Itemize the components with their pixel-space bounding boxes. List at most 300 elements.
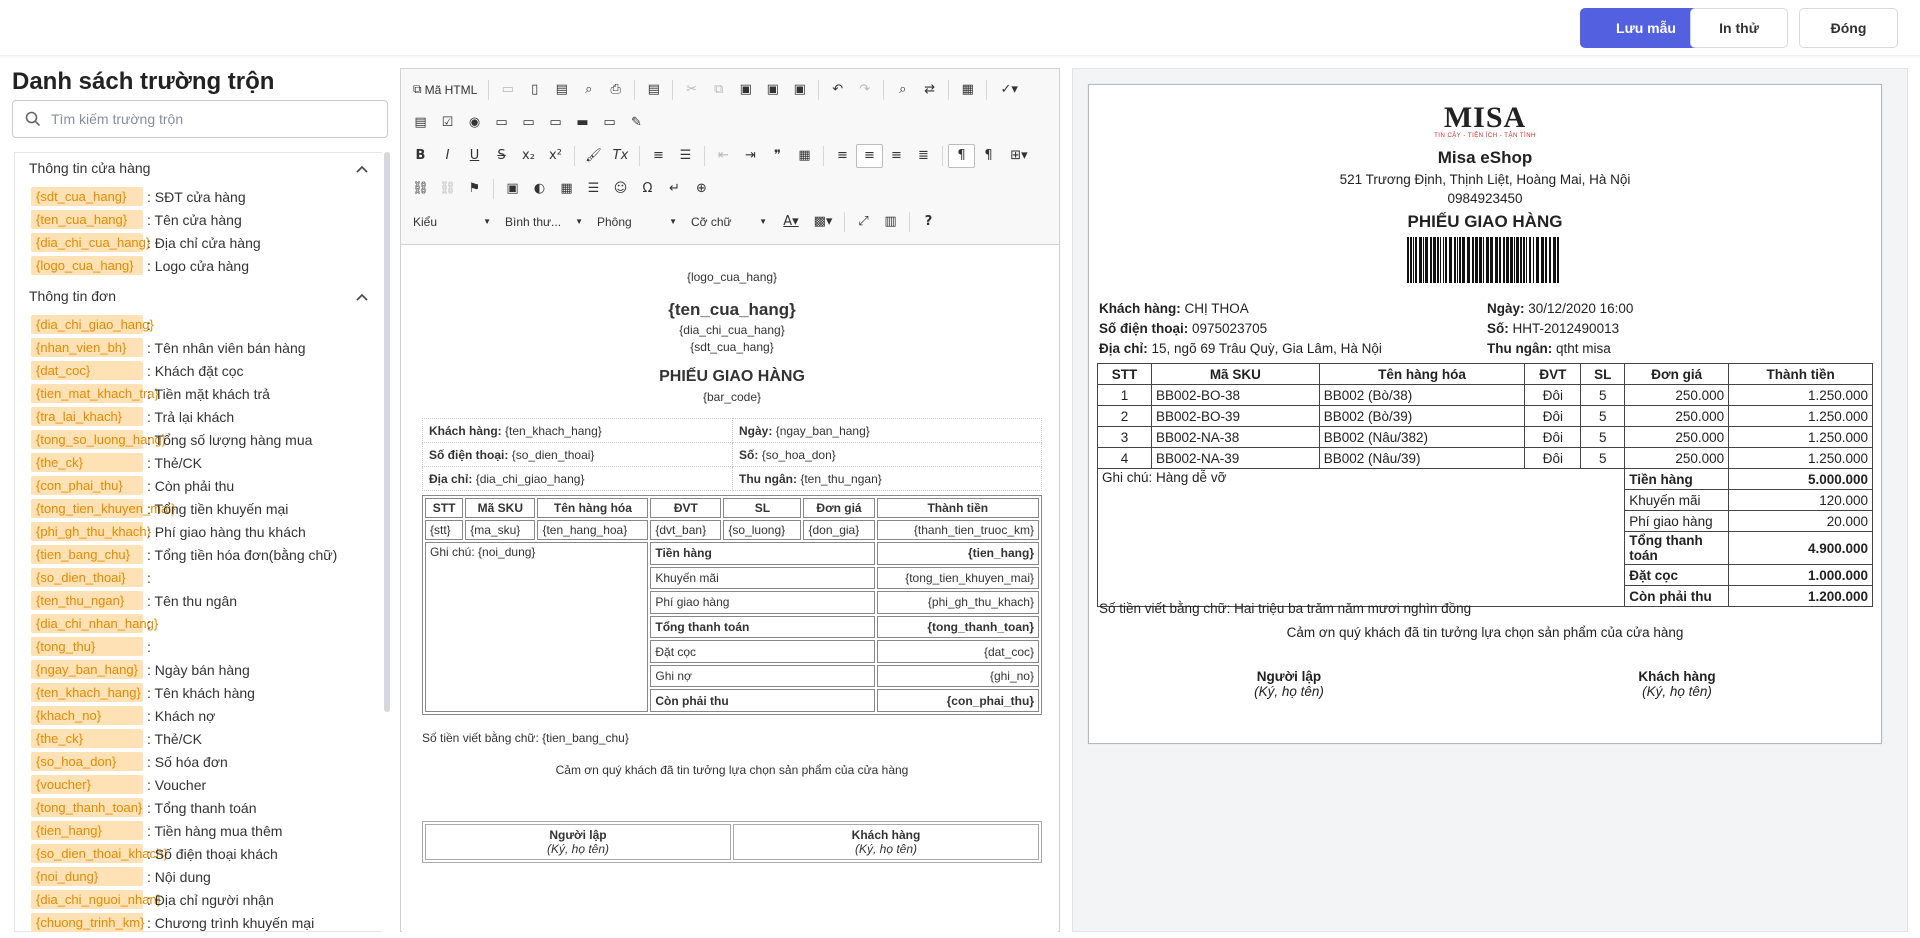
preview-customer-signature [1567,669,1787,699]
font-size-dropdown[interactable] [685,210,771,234]
preview-phone-line: Số điện thoại: 0975023705 [1099,321,1268,336]
merge-field-description [147,639,151,655]
merge-field-tag[interactable]: {ten_cua_hang} [31,210,143,229]
preview-total-label: Khuyến mãi [1625,490,1729,511]
justify-icon[interactable]: ≣ [918,148,929,163]
cashier-value: {ten_thu_ngan} [800,471,882,486]
merge-field-tag[interactable]: {khach_no} [31,706,143,725]
preview-item-cell: 250.000 [1625,427,1729,448]
chevron-down-icon: ▼ [575,217,583,226]
number-value: {so_hoa_don} [761,447,836,462]
preview-thanks: Cảm ơn quý khách đã tin tưởng lựa chọn sản phẩm của cửa hàng [1286,625,1684,640]
merge-field-row[interactable] [31,566,382,589]
align-center-icon[interactable]: ≡ [856,144,883,168]
merge-field-tag[interactable]: {chuong_trinh_km} [31,913,143,932]
merge-field-description: : Phí giao hàng thu khách [147,524,306,540]
store-phone-placeholder: {sdt_cua_hang} [690,340,774,354]
field-list-scrollbar[interactable] [384,152,390,712]
chevron-up-icon[interactable] [356,160,368,176]
template-total-label: Khuyến mãi [650,567,874,590]
font-dropdown[interactable] [591,210,681,234]
merge-field-tag[interactable]: {the_ck} [31,453,143,472]
image-icon[interactable]: ▣ [506,181,519,196]
merge-field-row[interactable] [31,382,382,405]
preview-item-cell: 250.000 [1625,448,1729,469]
merge-field-tag[interactable]: {nhan_vien_bh} [31,338,143,357]
text-color-icon[interactable]: A▾ [783,214,799,229]
template-total-label: Tiền hàng [650,542,874,565]
preview-column-header: ĐVT [1525,364,1581,385]
merge-field-row[interactable] [31,888,382,911]
merge-field-row[interactable] [31,750,382,773]
group-field-list [15,311,382,938]
merge-field-description: : Địa chỉ cửa hàng [147,235,261,251]
merge-field-panel [0,58,398,932]
note-placeholder: Ghi chú: {noi_dung} [425,542,648,712]
thanks-text: Cảm ơn quý khách đã tin tưởng lựa chọn sản phẩm của cửa hàng [555,763,909,777]
editor-toolbar [401,69,1059,245]
merge-field-row[interactable] [31,773,382,796]
merge-field-tag[interactable]: {tien_mat_khach_tra} [31,384,143,403]
template-cell: {so_luong} [723,520,801,540]
flash-icon[interactable]: ◐ [533,181,546,196]
link-icon[interactable]: ⛓ [412,181,429,196]
merge-field-row[interactable] [31,681,382,704]
address-cell [423,467,733,491]
merge-field-description: : Số hóa đơn [147,754,228,770]
merge-field-tag[interactable]: {dia_chi_nguoi_nhan} [31,890,143,909]
preview-item-cell: 1.250.000 [1729,406,1873,427]
merge-field-description: : Tên nhân viên bán hàng [147,340,306,356]
merge-field-row[interactable] [31,497,382,520]
font-dropdown-label: Phông [597,214,632,229]
merge-field-row[interactable] [31,520,382,543]
creator-label: Người lập [549,828,607,842]
creator-hint: (Ký, họ tên) [546,842,610,856]
customer-sign-label: Khách hàng [851,828,921,842]
merge-field-description: : Tên cửa hàng [147,212,242,228]
preview-customer-info-left [1099,299,1489,359]
preview-item-cell: Đôi [1525,406,1581,427]
merge-field-row[interactable] [31,313,382,336]
merge-field-row[interactable] [31,589,382,612]
preview-item-cell: BB002-NA-38 [1151,427,1319,448]
underline-icon[interactable]: U [469,148,480,163]
preview-column-header: STT [1098,364,1152,385]
merge-field-description: : Tên khách hàng [147,685,255,701]
merge-field-row[interactable] [31,727,382,750]
merge-field-row[interactable] [31,254,382,277]
strikethrough-icon[interactable]: S [497,148,506,163]
merge-field-row[interactable] [31,865,382,888]
merge-field-tag[interactable]: {dia_chi_nhan_hang} [31,614,143,633]
template-total-label: Tổng thanh toán [650,616,874,639]
language-icon[interactable]: ⊞▾ [1010,148,1028,163]
preview-total-label: Đặt cọc [1625,565,1729,586]
editor-document[interactable] [402,246,1058,932]
template-column-header: STT [425,498,463,518]
group-field-list [15,183,382,281]
select-all-icon[interactable]: ▦ [961,82,974,97]
form-icon[interactable]: ▤ [414,115,427,130]
page-break-icon[interactable]: ↵ [669,181,680,196]
customer-label: Khách hàng: [429,423,502,438]
preview-total-label: Phí giao hàng [1625,511,1729,532]
export-pdf-icon[interactable]: ▤ [555,82,568,97]
preview-doc-title: PHIẾU GIAO HÀNG [1407,212,1563,231]
merge-field-description: : Số điện thoại khách [147,846,278,862]
merge-field-tag[interactable]: {tien_bang_chu} [31,545,143,564]
preview-item-cell: BB002-BO-39 [1151,406,1319,427]
preview-item-cell: 5 [1581,385,1625,406]
address-value: {dia_chi_giao_hang} [475,471,585,486]
number-label: Số: [739,447,759,462]
template-cell: {thanh_tien_truoc_km} [877,520,1039,540]
store-name-placeholder: {ten_cua_hang} [668,300,796,319]
subscript-icon[interactable]: x₂ [522,148,535,163]
template-total-value: {tong_tien_khuyen_mai} [877,567,1039,590]
image-button-icon[interactable]: ▭ [603,115,616,130]
template-cell: {dvt_ban} [650,520,721,540]
preview-item-cell: 1 [1098,385,1152,406]
merge-field-tag[interactable]: {ngay_ban_hang} [31,660,143,679]
preview-total-value: 4.900.000 [1729,532,1873,565]
paste-icon[interactable]: ▣ [739,82,752,97]
merge-field-row[interactable] [31,612,382,635]
preview-store-phone: 0984923450 [1447,191,1523,206]
customer-info-table [422,418,1042,491]
checkbox-icon[interactable]: ☑ [441,115,454,130]
group-header[interactable] [15,281,382,311]
cut-icon[interactable]: ✂ [686,82,698,97]
chevron-up-icon[interactable] [356,288,368,304]
chevron-down-icon: ▼ [669,217,677,226]
merge-field-description: : Logo cửa hàng [147,258,249,274]
merge-field-row[interactable] [31,231,382,254]
preview-item-row [1098,406,1873,427]
remove-format-icon[interactable]: Tx [612,148,629,163]
preview-total-value: 1.000.000 [1729,565,1873,586]
merge-field-tag[interactable]: {ten_thu_ngan} [31,591,143,610]
save-template-button[interactable]: Lưu mẫu [1580,8,1712,48]
merge-field-description: : Tiền hàng mua thêm [147,823,282,839]
merge-field-tag[interactable]: {phi_gh_thu_khach} [31,522,143,541]
preview-item-cell: 250.000 [1625,385,1729,406]
textarea-icon[interactable]: ▭ [522,115,535,130]
font-size-dropdown-label: Cỡ chữ [691,214,732,229]
special-char-icon[interactable]: Ω [642,181,653,196]
iframe-icon[interactable]: ⊕ [696,181,707,196]
preview-note: Ghi chú: Hàng dễ vỡ [1098,469,1625,607]
preview-total-value: 1.200.000 [1729,586,1873,607]
smiley-icon[interactable]: ☺ [613,181,628,196]
merge-field-description: : Tổng tiền hóa đơn(bằng chữ) [147,547,337,563]
preview-item-row [1098,427,1873,448]
merge-field-tag[interactable]: {sdt_cua_hang} [31,187,143,206]
preview-total-label: Còn phải thu [1625,586,1729,607]
merge-field-description: : Còn phải thu [147,478,234,494]
merge-field-row[interactable] [31,428,382,451]
preview-item-cell: 1.250.000 [1729,427,1873,448]
template-cell: {don_gia} [803,520,874,540]
merge-field-description [147,616,151,632]
align-right-icon[interactable]: ≡ [891,148,902,163]
merge-field-tag[interactable]: {dia_chi_cua_hang} [31,233,143,252]
copy-format-icon[interactable]: 🖌 [585,148,602,163]
merge-field-description: : Tiền mặt khách trả [147,386,270,402]
source-html-label: Mã HTML [424,82,478,97]
bulleted-list-icon[interactable]: ☰ [679,148,692,163]
merge-field-tag[interactable]: {con_phai_thu} [31,476,143,495]
merge-field-description: : Thẻ/CK [147,455,202,471]
preview-item-cell: 250.000 [1625,406,1729,427]
merge-field-description: : Khách đặt cọc [147,363,244,379]
indent-icon[interactable]: ⇥ [745,148,756,163]
template-total-value: {tong_thanh_toan} [877,616,1039,639]
merge-field-description: : Chương trình khuyến mại [147,915,314,931]
logo-wordmark: MISA [1443,101,1527,134]
merge-field-tag[interactable]: {the_ck} [31,729,143,748]
preview-customer-sign-label: Khách hàng [1638,669,1716,684]
template-column-header: SL [723,498,801,518]
replace-icon[interactable]: ⇄ [924,82,936,97]
barcode-placeholder: {bar_code} [702,390,762,404]
unlink-icon[interactable]: ⛓ [439,181,456,196]
textfield-icon[interactable]: ▭ [495,115,508,130]
source-icon: ⧉ [413,82,422,96]
phone-value: {so_dien_thoai} [511,447,595,462]
merge-field-tag[interactable]: {so_dien_thoai_khach} [31,844,143,863]
customer-value: {ten_khach_hang} [505,423,602,438]
merge-field-tag[interactable]: {dat_coc} [31,361,143,380]
logo-tagline: TIN CẬY - TIỆN ÍCH - TẬN TÌNH [1434,133,1536,139]
preview-total-value: 120.000 [1729,490,1873,511]
customer-cell [423,419,733,443]
template-total-value: {dat_coc} [877,640,1039,663]
template-column-header: Tên hàng hóa [537,498,648,518]
copy-icon[interactable]: ⧉ [714,82,724,97]
creator-signature-cell [425,824,731,860]
merge-field-row[interactable] [31,405,382,428]
superscript-icon[interactable]: x² [549,148,562,163]
merge-field-row[interactable] [31,819,382,842]
search-icon [25,111,41,127]
merge-field-row[interactable] [31,208,382,231]
preview-item-cell: 5 [1581,406,1625,427]
template-total-value: {phi_gh_thu_khach} [877,591,1039,614]
template-total-label: Còn phải thu [650,689,874,712]
table-icon[interactable]: ▦ [560,181,573,196]
preview-column-header: Thành tiền [1729,364,1873,385]
style-dropdown[interactable] [407,210,495,234]
template-total-label: Đặt cọc [650,640,874,663]
paste-text-icon[interactable]: ▣ [766,82,779,97]
preview-column-header: Tên hàng hóa [1319,364,1525,385]
merge-field-row[interactable] [31,474,382,497]
merge-field-tag[interactable]: {so_hoa_don} [31,752,143,771]
preview-icon[interactable]: ⌕ [585,82,593,97]
store-address-placeholder: {dia_chi_cua_hang} [679,323,785,337]
top-bar [0,0,1920,56]
template-total-value: {ghi_no} [877,665,1039,688]
button-field-icon[interactable]: ▬ [576,115,589,130]
hidden-field-icon[interactable]: ✎ [631,115,642,130]
panel-title: Danh sách trường trộn [12,68,275,95]
preview-total-value: 5.000.000 [1729,469,1873,490]
misa-logo [1089,103,1881,139]
doc-title: PHIẾU GIAO HÀNG [659,368,805,385]
radio-icon[interactable]: ◉ [468,115,481,130]
preview-store-name: Misa eShop [1437,148,1533,167]
merge-field-tag[interactable]: {tong_thanh_toan} [31,798,143,817]
preview-item-cell: Đôi [1525,427,1581,448]
rtl-icon[interactable]: ¶ [984,148,993,163]
style-dropdown-label: Kiểu [413,214,438,229]
maximize-icon[interactable]: ⤢ [858,214,869,229]
select-field-icon[interactable]: ▭ [549,115,562,130]
merge-field-tag[interactable]: {tong_so_luong_hang} [31,430,143,449]
preview-item-cell: Đôi [1525,448,1581,469]
cashier-cell [733,467,1042,491]
preview-item-row [1098,448,1873,469]
merge-field-tag[interactable]: {dia_chi_giao_hang} [31,315,143,334]
merge-field-row[interactable] [31,543,382,566]
search-box[interactable] [12,100,388,138]
preview-date-line: Ngày: 30/12/2020 16:00 [1487,301,1634,316]
template-total-label: Phí giao hàng [650,591,874,614]
horizontal-line-icon[interactable]: ☰ [587,181,600,196]
field-list [14,152,382,932]
new-page-icon[interactable]: ▯ [531,82,539,97]
preview-customer-info-right [1487,299,1867,359]
merge-field-row[interactable] [31,796,382,819]
merge-field-row[interactable] [31,635,382,658]
template-column-header: Mã SKU [465,498,535,518]
redo-icon[interactable]: ↷ [859,82,871,97]
signature-table [422,821,1042,863]
numbered-list-icon[interactable]: ≡ [653,148,664,163]
spellcheck-icon[interactable]: ✓▾ [1000,82,1018,97]
merge-field-tag[interactable]: {tong_tien_khuyen_mai} [31,499,143,518]
preview-store-address: 521 Trương Định, Thịnh Liệt, Hoàng Mai, Hà Nội [1339,172,1631,187]
merge-field-row[interactable] [31,336,382,359]
help-icon[interactable]: ? [924,214,933,229]
preview-item-cell: Đôi [1525,385,1581,406]
outdent-icon[interactable]: ⇤ [718,148,729,163]
source-html-button[interactable] [407,78,483,102]
customer-signature-cell [733,824,1039,860]
show-blocks-icon[interactable]: ▥ [884,214,897,229]
merge-field-row[interactable] [31,451,382,474]
group-header[interactable] [15,153,382,183]
merge-field-description: : SĐT cửa hàng [147,189,246,205]
preview-column-header: SL [1581,364,1625,385]
template-icon[interactable]: ▤ [647,82,660,97]
anchor-icon[interactable]: ⚑ [468,181,481,196]
merge-field-description: : Ngày bán hàng [147,662,250,678]
paste-word-icon[interactable]: ▣ [793,82,806,97]
preview-address-line: Địa chỉ: 15, ngõ 69 Trâu Quỳ, Gia Lâm, Hà Nội [1099,341,1382,356]
template-column-header: Đơn giá [803,498,874,518]
template-total-label: Ghi nợ [650,665,874,688]
merge-field-tag[interactable]: {so_dien_thoai} [31,568,143,587]
preview-item-cell: BB002 (Bò/39) [1319,406,1525,427]
cashier-label: Thu ngân: [739,471,797,486]
merge-field-tag[interactable]: {tra_lai_khach} [31,407,143,426]
format-dropdown-label: Bình thư... [505,214,562,229]
logo-placeholder: {logo_cua_hang} [686,270,778,284]
merge-field-tag[interactable]: {noi_dung} [31,867,143,886]
preview-item-cell: 1.250.000 [1729,448,1873,469]
format-dropdown[interactable] [499,210,587,234]
template-column-header: ĐVT [650,498,721,518]
preview-total-label: Tổng thanh toán [1625,532,1729,565]
preview-amount-in-words: Số tiền viết bằng chữ: Hai triệu ba trăm năm mươi nghìn đồng [1099,601,1472,616]
date-value: {ngay_ban_hang} [775,423,870,438]
ltr-icon[interactable]: ¶ [948,144,975,168]
bold-icon[interactable]: B [415,148,426,163]
merge-field-tag[interactable]: {tien_hang} [31,821,143,840]
preview-creator-signature [1179,669,1399,699]
div-container-icon[interactable]: ▦ [798,148,811,163]
merge-field-description: : Khách nợ [147,708,215,724]
preview-items-table [1097,363,1873,607]
italic-icon[interactable]: I [445,148,450,163]
merge-field-description: : Thẻ/CK [147,731,202,747]
merge-field-tag[interactable]: {ten_khach_hang} [31,683,143,702]
merge-field-row[interactable] [31,658,382,681]
merge-field-description: : Trả lại khách [147,409,234,425]
preview-creator-hint: (Ký, họ tên) [1254,684,1324,699]
merge-field-description: : Tổng thanh toán [147,800,257,816]
align-left-icon[interactable]: ≡ [837,148,848,163]
save-icon[interactable]: ▭ [501,82,514,97]
preview-number-line: Số: HHT-2012490013 [1487,321,1620,336]
merge-field-tag[interactable]: {tong_thu} [31,637,143,656]
customer-hint: (Ký, họ tên) [854,842,918,856]
preview-customer-hint: (Ký, họ tên) [1642,684,1712,699]
group-title: Thông tin đơn [29,288,117,304]
bg-color-icon[interactable]: ▩▾ [813,214,833,229]
merge-field-row[interactable] [31,704,382,727]
merge-field-row[interactable] [31,911,382,934]
merge-field-row[interactable] [31,359,382,382]
merge-field-row[interactable] [31,185,382,208]
preview-item-cell: 1.250.000 [1729,385,1873,406]
chevron-down-icon: ▼ [483,217,491,226]
phone-cell [423,443,733,467]
template-cell: {ma_sku} [465,520,535,540]
blockquote-icon[interactable]: ❞ [774,148,781,163]
template-cell: {stt} [425,520,463,540]
print-test-button[interactable]: In thử [1690,8,1788,48]
merge-field-row[interactable] [31,842,382,865]
merge-field-tag[interactable]: {logo_cua_hang} [31,256,143,275]
search-input[interactable] [51,111,371,127]
find-icon[interactable]: ⌕ [899,82,907,97]
template-total-value: {con_phai_thu} [877,689,1039,712]
close-button[interactable]: Đóng [1799,8,1898,48]
print-icon[interactable]: ⎙ [610,82,621,97]
preview-item-cell: BB002 (Bò/38) [1319,385,1525,406]
merge-field-description: : Voucher [147,777,206,793]
preview-customer-line: Khách hàng: CHỊ THOA [1099,301,1249,316]
chevron-down-icon: ▼ [759,217,767,226]
merge-field-tag[interactable]: {voucher} [31,775,143,794]
undo-icon[interactable]: ↶ [832,82,844,97]
preview-total-value: 20.000 [1729,511,1873,532]
preview-cashier-line: Thu ngân: qtht misa [1487,341,1611,356]
